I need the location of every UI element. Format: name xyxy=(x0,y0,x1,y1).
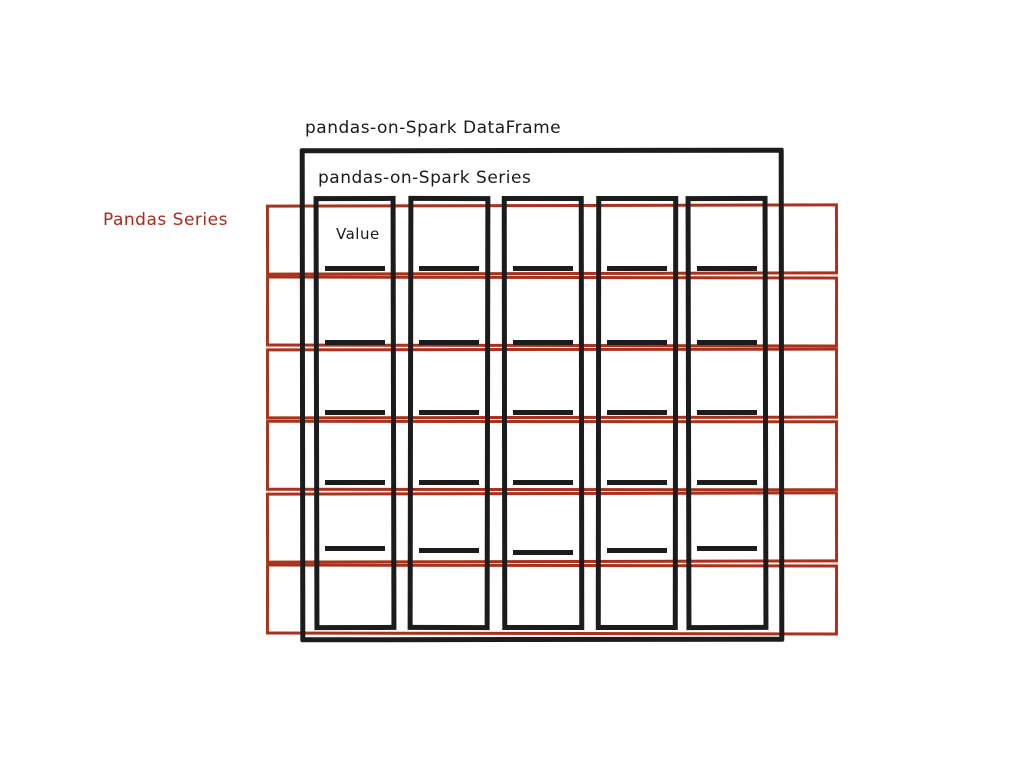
cell-separator xyxy=(607,340,667,345)
pandas-series-title: Pandas Series xyxy=(103,210,228,230)
cell-separator xyxy=(697,340,757,345)
cell-separator xyxy=(513,266,573,271)
cell-separator xyxy=(419,410,479,415)
cell-separator xyxy=(607,410,667,415)
cell-separator xyxy=(325,480,385,485)
cell-separator xyxy=(697,410,757,415)
cell-separator xyxy=(419,340,479,345)
cell-separator xyxy=(325,546,385,551)
cell-separator xyxy=(325,410,385,415)
dataframe-title: pandas-on-Spark DataFrame xyxy=(305,118,562,138)
cell-separator xyxy=(607,266,667,271)
cell-separator xyxy=(419,480,479,485)
cell-separator xyxy=(325,266,385,271)
cell-separator xyxy=(607,480,667,485)
cell-value-label: Value xyxy=(336,225,380,243)
cell-separator xyxy=(697,480,757,485)
series-title: pandas-on-Spark Series xyxy=(318,168,532,188)
cell-separator xyxy=(697,266,757,271)
cell-separator xyxy=(513,480,573,485)
cell-separator xyxy=(513,410,573,415)
cell-separator xyxy=(325,340,385,345)
cell-separator xyxy=(607,548,667,553)
cell-separator xyxy=(419,266,479,271)
cell-separator xyxy=(697,546,757,551)
cell-separator xyxy=(513,550,573,555)
cell-separator xyxy=(419,548,479,553)
cell-separator xyxy=(513,340,573,345)
